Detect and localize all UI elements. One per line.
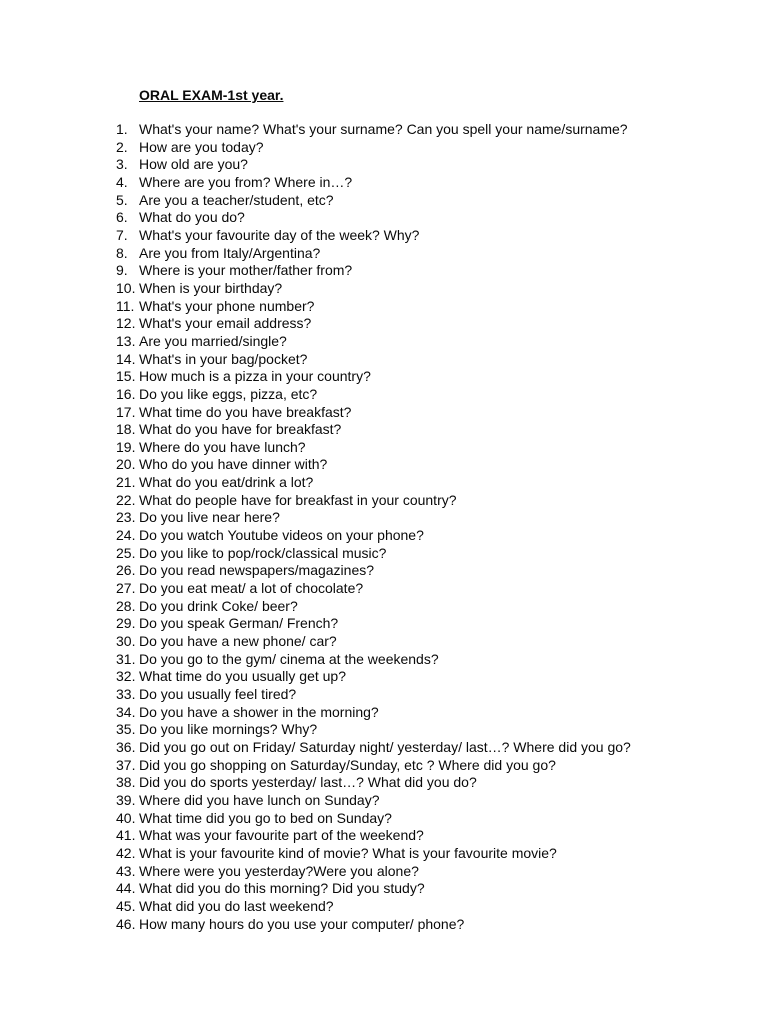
- list-item: [116, 598, 726, 616]
- list-item: [116, 704, 726, 722]
- list-item-text: Do you go to the gym/ cinema at the weekends?: [139, 650, 439, 667]
- list-item-text: Do you have a new phone/ car?: [139, 633, 337, 650]
- list-item: [116, 509, 726, 527]
- list-item-number: 6.: [116, 209, 128, 226]
- list-item-text: Where do you have lunch?: [139, 438, 306, 455]
- list-item-number: 4.: [116, 173, 128, 190]
- list-item-number: 24.: [116, 527, 136, 544]
- list-item-text: Do you like eggs, pizza, etc?: [139, 385, 318, 402]
- list-item: [116, 192, 726, 210]
- list-item-text: What time do you usually get up?: [139, 668, 347, 685]
- list-item-text: What's your phone number?: [139, 297, 315, 314]
- list-item: [116, 916, 726, 934]
- list-item-text: What time do you have breakfast?: [139, 403, 352, 420]
- list-item-number: 32.: [116, 668, 136, 685]
- list-item: [116, 492, 726, 510]
- list-item: [116, 156, 726, 174]
- list-item: [116, 880, 726, 898]
- list-item-number: 42.: [116, 844, 136, 861]
- list-item: [116, 139, 726, 157]
- list-item-text: What was your favourite part of the weekend?: [139, 827, 424, 844]
- list-item-text: Do you like to pop/rock/classical music?: [139, 544, 387, 561]
- list-item-number: 21.: [116, 474, 136, 491]
- list-item: [116, 651, 726, 669]
- list-item-text: Are you married/single?: [139, 332, 287, 349]
- list-item: [116, 721, 726, 739]
- list-item-number: 2.: [116, 138, 128, 155]
- list-item-number: 7.: [116, 226, 128, 243]
- list-item: [116, 280, 726, 298]
- list-item: [116, 580, 726, 598]
- list-item-number: 23.: [116, 509, 136, 526]
- list-item: [116, 827, 726, 845]
- list-item: [116, 121, 726, 139]
- list-item: [116, 456, 726, 474]
- list-item-number: 31.: [116, 650, 136, 667]
- list-item-number: 28.: [116, 597, 136, 614]
- list-item: [116, 421, 726, 439]
- list-item: [116, 774, 726, 792]
- list-item-text: Where is your mother/father from?: [139, 262, 353, 279]
- list-item: [116, 227, 726, 245]
- list-item: [116, 474, 726, 492]
- list-item-text: How much is a pizza in your country?: [139, 368, 371, 385]
- list-item-text: Are you a teacher/student, etc?: [139, 191, 334, 208]
- list-item-text: Do you have a shower in the morning?: [139, 703, 379, 720]
- list-item-number: 36.: [116, 738, 136, 755]
- list-item: [116, 863, 726, 881]
- list-item-text: What did you do last weekend?: [139, 897, 334, 914]
- list-item-number: 40.: [116, 809, 136, 826]
- list-item: [116, 333, 726, 351]
- list-item: [116, 739, 726, 757]
- list-item-text: Do you speak German/ French?: [139, 615, 339, 632]
- list-item-text: Do you read newspapers/magazines?: [139, 562, 375, 579]
- list-item-number: 13.: [116, 332, 136, 349]
- list-item-text: How many hours do you use your computer/ phone?: [139, 915, 465, 932]
- list-item-number: 37.: [116, 756, 136, 773]
- list-item-number: 38.: [116, 774, 136, 791]
- list-item-text: Did you go shopping on Saturday/Sunday, etc ? Where did you go?: [139, 756, 556, 773]
- list-item-text: Do you usually feel tired?: [139, 686, 297, 702]
- list-item-text: How are you today?: [139, 138, 264, 155]
- list-item-text: Do you watch Youtube videos on your phone?: [139, 527, 424, 544]
- list-item: [116, 298, 726, 316]
- list-item-text: What do you do?: [139, 209, 245, 226]
- list-item-number: 27.: [116, 580, 136, 597]
- list-item-text: What's your name? What's your surname? Can you spell your name/surname?: [139, 121, 628, 137]
- list-item: [116, 404, 726, 422]
- list-item-text: Do you drink Coke/ beer?: [139, 597, 298, 614]
- list-item-number: 11.: [116, 297, 135, 314]
- list-item-number: 46.: [116, 915, 136, 932]
- list-item-text: What did you do this morning? Did you study?: [139, 880, 425, 897]
- list-item-number: 43.: [116, 862, 136, 879]
- list-item-number: 35.: [116, 721, 136, 738]
- list-item-number: 45.: [116, 897, 136, 914]
- list-item-number: 3.: [116, 156, 128, 173]
- list-item: [116, 209, 726, 227]
- list-item: [116, 315, 726, 333]
- list-item-number: 14.: [116, 350, 136, 367]
- list-item-number: 41.: [116, 827, 136, 844]
- list-item-text: Where were you yesterday?Were you alone?: [139, 862, 419, 879]
- list-item: [116, 792, 726, 810]
- list-item: [116, 845, 726, 863]
- list-item-number: 44.: [116, 880, 136, 897]
- list-item: [116, 615, 726, 633]
- list-item-number: 39.: [116, 791, 136, 808]
- list-item-text: How old are you?: [139, 156, 248, 173]
- list-item: [116, 174, 726, 192]
- list-item-text: What do you have for breakfast?: [139, 421, 342, 438]
- list-item: [116, 245, 726, 263]
- list-item-number: 19.: [116, 438, 136, 455]
- list-item-number: 1.: [116, 121, 128, 137]
- list-item-number: 17.: [116, 403, 136, 420]
- list-item-text: Who do you have dinner with?: [139, 456, 328, 473]
- list-item-number: 9.: [116, 262, 128, 279]
- list-item-text: Did you go out on Friday/ Saturday night/ yesterday/ last…? Where did you go?: [139, 738, 631, 755]
- list-item-number: 10.: [116, 279, 136, 296]
- list-item-number: 25.: [116, 544, 136, 561]
- list-item-text: Where are you from? Where in…?: [139, 173, 353, 190]
- list-item-number: 29.: [116, 615, 136, 632]
- question-list: [116, 121, 726, 933]
- list-item: [116, 898, 726, 916]
- list-item-text: Do you live near here?: [139, 509, 280, 526]
- list-item-text: What's your favourite day of the week? Why?: [139, 226, 420, 243]
- list-item: [116, 262, 726, 280]
- list-item-number: 33.: [116, 686, 136, 702]
- list-item: [116, 686, 726, 704]
- list-item-number: 26.: [116, 562, 136, 579]
- list-item-number: 5.: [116, 191, 128, 208]
- list-item-text: What's in your bag/pocket?: [139, 350, 308, 367]
- list-item-number: 15.: [116, 368, 136, 385]
- list-item-number: 22.: [116, 491, 136, 508]
- list-item-number: 8.: [116, 244, 128, 261]
- list-item-text: What is your favourite kind of movie? What is your favourite movie?: [139, 844, 557, 861]
- list-item-number: 18.: [116, 421, 136, 438]
- list-item: [116, 368, 726, 386]
- list-item-number: 16.: [116, 385, 136, 402]
- list-item: [116, 386, 726, 404]
- list-item-text: When is your birthday?: [139, 279, 283, 296]
- list-item: [116, 757, 726, 775]
- list-item: [116, 810, 726, 828]
- list-item-text: Do you like mornings? Why?: [139, 721, 318, 738]
- list-item-text: What's your email address?: [139, 315, 312, 332]
- list-item-number: 12.: [116, 315, 136, 332]
- list-item-number: 20.: [116, 456, 136, 473]
- list-item: [116, 545, 726, 563]
- list-item: [116, 633, 726, 651]
- list-item-text: What do you eat/drink a lot?: [139, 474, 314, 491]
- list-item: [116, 527, 726, 545]
- page-title: ORAL EXAM-1st year.: [139, 87, 284, 103]
- list-item-number: 34.: [116, 703, 136, 720]
- list-item-text: Did you do sports yesterday/ last…? What did you do?: [139, 774, 477, 791]
- list-item-text: What time did you go to bed on Sunday?: [139, 809, 392, 826]
- list-item: [116, 668, 726, 686]
- list-item-number: 30.: [116, 633, 136, 650]
- list-item-text: Where did you have lunch on Sunday?: [139, 791, 380, 808]
- list-item: [116, 439, 726, 457]
- list-item-text: Do you eat meat/ a lot of chocolate?: [139, 580, 364, 597]
- list-item-text: Are you from Italy/Argentina?: [139, 244, 321, 261]
- list-item: [116, 351, 726, 369]
- list-item: [116, 562, 726, 580]
- list-item-text: What do people have for breakfast in your country?: [139, 491, 457, 508]
